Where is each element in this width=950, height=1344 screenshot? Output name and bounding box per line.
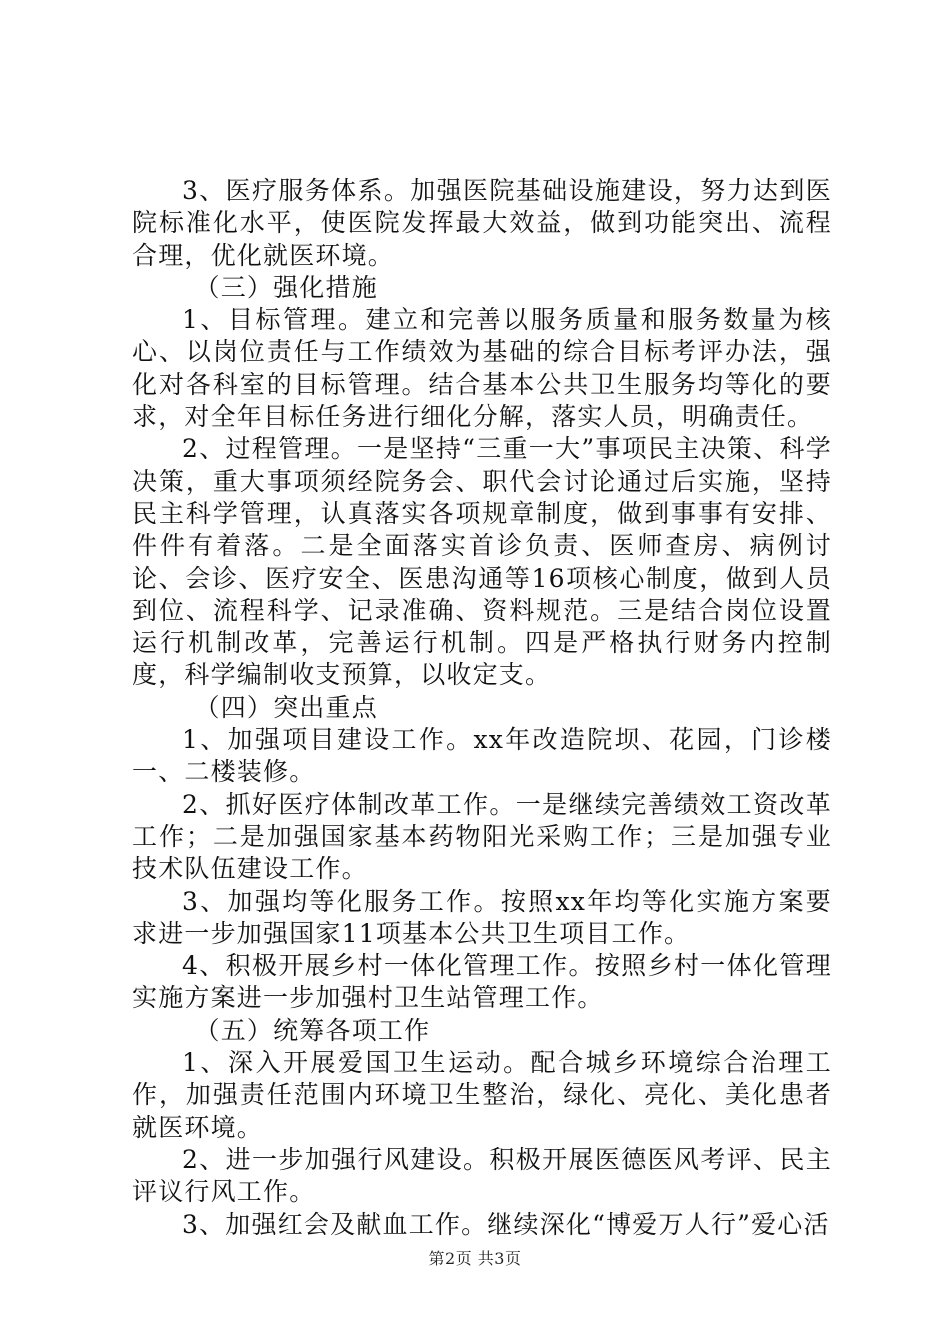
page-number-footer: 第2页 共3页 [428, 1249, 522, 1268]
paragraph-equalized-service: 3、加强均等化服务工作。按照xx年均等化实施方案要求进一步加强国家11项基本公共卫生项目工作。 [132, 886, 832, 948]
document-body [132, 175, 832, 1241]
paragraph-process-management: 2、过程管理。一是坚持“三重一大”事项民主决策、科学决策，重大事项须经院务会、职代会讨论通过后实施，坚持民主科学管理，认真落实各项规章制度，做到事事有安排、件件有着落。二是全面落实首诊负责、医师查房、病例讨论、会诊、医疗安全、医患沟通等16项核心制度，做到人员到位、流程科学、记录准确、资料规范。三是结合岗位设置运行机制改革，完善运行机制。四是严格执行财务内控制度，科学编制收支预算，以收定支。 [132, 434, 832, 690]
section-heading-coordinate-work: （五）统筹各项工作 [194, 1015, 431, 1045]
paragraph-village-integration: 4、积极开展乡村一体化管理工作。按照乡村一体化管理实施方案进一步加强村卫生站管理工作。 [132, 951, 832, 1013]
paragraph-medical-reform: 2、抓好医疗体制改革工作。一是继续完善绩效工资改革工作；二是加强国家基本药物阳光采购工作；三是加强专业技术队伍建设工作。 [132, 789, 832, 884]
paragraph-project-construction: 1、加强项目建设工作。xx年改造院坝、花园，门诊楼一、二楼装修。 [132, 725, 832, 787]
section-heading-highlight-priorities: （四）突出重点 [194, 692, 378, 722]
paragraph-conduct-building: 2、进一步加强行风建设。积极开展医德医风考评、民主评议行风工作。 [132, 1144, 832, 1207]
section-heading-strengthen-measures: （三）强化措施 [194, 272, 378, 302]
paragraph-target-management: 1、目标管理。建立和完善以服务质量和服务数量为核心、以岗位责任与工作绩效为基础的综合目标考评办法，强化对各科室的目标管理。结合基本公共卫生服务均等化的要求，对全年目标任务进行细化分解，落实人员，明确责任。 [132, 305, 832, 432]
paragraph-medical-service-system: 3、医疗服务体系。加强医院基础设施建设，努力达到医院标准化水平，使医院发挥最大效益，做到功能突出、流程合理，优化就医环境。 [132, 176, 832, 270]
paragraph-red-cross-blood-donation: 3、加强红会及献血工作。继续深化“博爱万人行”爱心活 [182, 1209, 830, 1239]
paragraph-patriotic-health-campaign: 1、深入开展爱国卫生运动。配合城乡环境综合治理工作，加强责任范围内环境卫生整治，绿化、亮化、美化患者就医环境。 [132, 1048, 832, 1142]
